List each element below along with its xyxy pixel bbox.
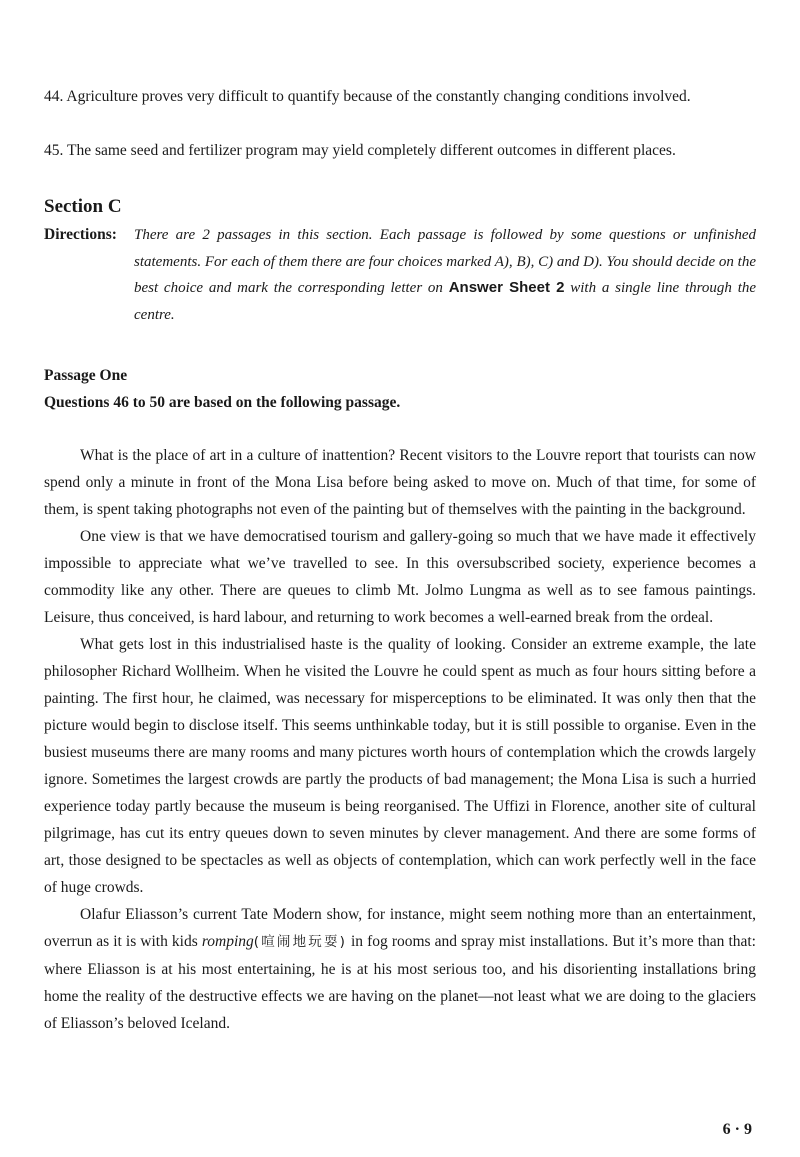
statement-44: 44. Agriculture proves very difficult to quantify because of the constantly changing conditions involved. [44, 88, 691, 105]
passage-paragraph: What gets lost in this industrialised haste is the quality of looking. Consider an extreme example, the late philosopher Richard Wollheim. When he visited the Louvre he could spent as much as four hours sitting before a painting. The first hour, he claimed, was necessary for misperceptions to be eliminated. It was only then that the picture would begin to disclose itself. This seems unthinkable today, but it is still possible to organise. Even in the busiest museums there are many rooms and many pictures worth hours of contemplation which the crowds largely ignore. Sometimes the largest crowds are partly the products of bad management; the Mona Lisa is such a hurried experience today partly because the museum is being reorganised. The Uffizi in Florence, another site of cultural pilgrimage, has cut its entry queues down to seven minutes by clever management. And there are some forms of art, those designed to be spectacles as well as objects of contemplation, which can work perfectly well in the face of huge crowds. [44, 636, 756, 896]
passage-paragraph: One view is that we have democratised tourism and gallery-going so much that we have made it effectively impossible to appreciate what we’ve travelled to see. In this oversubscribed society, experience becomes a commodity like any other. There are queues to climb Mt. Jolmo Lungma as well as to see famous paintings. Leisure, thus conceived, is hard labour, and returning to work becomes a well-earned break from the ordeal. [44, 528, 756, 626]
chinese-gloss: (喧闹地玩耍) [253, 934, 347, 950]
passage-paragraph-4 [44, 901, 756, 1037]
glossed-term: romping [201, 933, 254, 950]
directions [44, 222, 756, 328]
passage-subtitle: Questions 46 to 50 are based on the following passage. [44, 394, 401, 411]
passage-body [44, 442, 756, 1037]
page-content [44, 84, 756, 1037]
directions-body: There are 2 passages in this section. Each passage is followed by some questions or unfinished statements. For each of them there are four choices marked A), B), C) and D). You should decide on the best choice and mark the corresponding letter on [134, 227, 756, 296]
directions-text [134, 222, 756, 328]
passage-paragraph: What is the place of art in a culture of inattention? Recent visitors to the Louvre report that tourists can now spend only a minute in front of the Mona Lisa before being asked to move on. Much of that time, for some of them, is spent taking photographs not even of the painting but of themselves with the painting in the background. [44, 447, 756, 518]
p4-start: Olafur Eliasson’s current Tate Modern show, for instance, might seem nothing more than an entertainment, overrun as it is with kids [44, 906, 756, 950]
p4-end: in fog rooms and spray mist installations. But it’s more than that: where Eliasson is at his most entertaining, he is at his most serious too, and his disorienting installations bring home the reality of the destructive effects we are having on the planet—not least what we are doing to the glaciers of Eliasson’s beloved Iceland. [44, 933, 756, 1032]
section-title: Section C [44, 196, 122, 217]
directions-end: with a single line through the centre. [134, 280, 757, 323]
directions-label: Directions: [44, 226, 117, 243]
statement-45: 45. The same seed and fertilizer program may yield completely different outcomes in different places. [44, 142, 676, 159]
answer-sheet-label: Answer Sheet 2 [448, 279, 565, 296]
passage-title: Passage One [44, 367, 128, 384]
page-number: 6 · 9 [722, 1121, 752, 1138]
